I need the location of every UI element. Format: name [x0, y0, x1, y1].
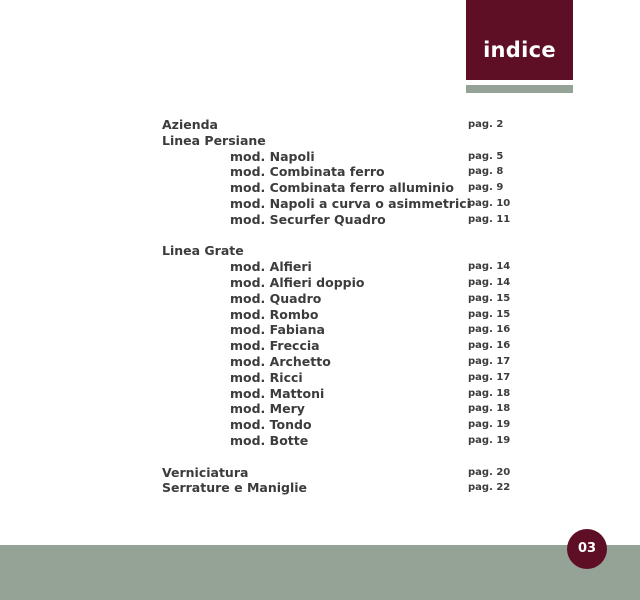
toc-label: mod. Mattoni: [230, 385, 325, 401]
toc-label: mod. Napoli a curva o asimmetrici: [230, 195, 471, 211]
toc-entry[interactable]: [162, 180, 522, 196]
table-of-contents: [162, 117, 522, 496]
toc-label: mod. Ricci: [230, 369, 303, 385]
toc-entry[interactable]: [162, 212, 522, 228]
toc-label: mod. Napoli: [230, 148, 315, 164]
toc-page: pag. 18: [468, 403, 511, 415]
spacer: [162, 449, 522, 465]
toc-label: mod. Botte: [230, 432, 309, 448]
toc-entry[interactable]: [162, 338, 522, 354]
toc-page: pag. 2: [468, 119, 504, 130]
footer-band: [0, 545, 640, 600]
toc-entry-azienda[interactable]: [162, 117, 522, 133]
toc-entry[interactable]: [162, 401, 522, 417]
toc-label: mod. Combinata ferro alluminio: [230, 180, 454, 196]
toc-entry[interactable]: [162, 354, 522, 370]
page-number-badge: 03: [567, 529, 607, 569]
toc-label: mod. Securfer Quadro: [230, 211, 386, 227]
toc-label: mod. Mery: [230, 401, 305, 417]
toc-page: pag. 17: [468, 355, 511, 367]
toc-page: pag. 15: [468, 308, 511, 320]
toc-page: pag. 16: [468, 340, 511, 352]
spacer: [162, 228, 522, 244]
toc-label: Serrature e Maniglie: [162, 480, 307, 496]
toc-page: pag. 20: [468, 466, 511, 478]
toc-label: Linea Persiane: [162, 132, 266, 148]
page-title: indice: [483, 38, 556, 62]
toc-entry-verniciatura[interactable]: [162, 465, 522, 481]
title-stripe: [466, 85, 573, 93]
toc-entry[interactable]: [162, 417, 522, 433]
toc-entry[interactable]: [162, 275, 522, 291]
toc-label: mod. Fabiana: [230, 322, 325, 338]
toc-entry-serrature[interactable]: [162, 480, 522, 496]
toc-section-persiane: [162, 133, 522, 149]
toc-label: mod. Tondo: [230, 417, 312, 433]
toc-label: mod. Quadro: [230, 290, 322, 306]
toc-page: pag. 9: [468, 182, 504, 194]
toc-entry[interactable]: [162, 370, 522, 386]
title-block: [466, 0, 573, 80]
toc-entry[interactable]: [162, 386, 522, 402]
toc-page: pag. 15: [468, 292, 511, 304]
toc-page: pag. 5: [468, 150, 504, 162]
toc-page: pag. 18: [468, 387, 511, 399]
toc-label: mod. Alfieri: [230, 259, 312, 275]
toc-section-grate: [162, 243, 522, 259]
toc-page: pag. 16: [468, 324, 511, 336]
toc-page: pag. 19: [468, 419, 511, 431]
toc-entry[interactable]: [162, 291, 522, 307]
toc-entry[interactable]: [162, 322, 522, 338]
toc-page: pag. 8: [468, 166, 504, 178]
toc-label: mod. Archetto: [230, 353, 331, 369]
toc-label: Linea Grate: [162, 243, 244, 259]
toc-entry[interactable]: [162, 196, 522, 212]
toc-label: mod. Rombo: [230, 306, 319, 322]
toc-page: pag. 17: [468, 371, 511, 383]
toc-entry[interactable]: [162, 259, 522, 275]
toc-entry[interactable]: [162, 433, 522, 449]
toc-page: pag. 14: [468, 276, 511, 288]
toc-label: mod. Combinata ferro: [230, 164, 385, 180]
toc-page: pag. 10: [468, 197, 511, 209]
toc-label: mod. Alfieri doppio: [230, 274, 365, 290]
toc-label: Azienda: [162, 117, 218, 132]
toc-page: pag. 22: [468, 482, 511, 494]
toc-label: mod. Freccia: [230, 338, 320, 354]
toc-entry[interactable]: [162, 149, 522, 165]
toc-entry[interactable]: [162, 307, 522, 323]
toc-page: pag. 11: [468, 213, 511, 225]
toc-page: pag. 19: [468, 434, 511, 446]
toc-entry[interactable]: [162, 164, 522, 180]
toc-page: pag. 14: [468, 261, 511, 273]
toc-label: Verniciatura: [162, 464, 249, 480]
